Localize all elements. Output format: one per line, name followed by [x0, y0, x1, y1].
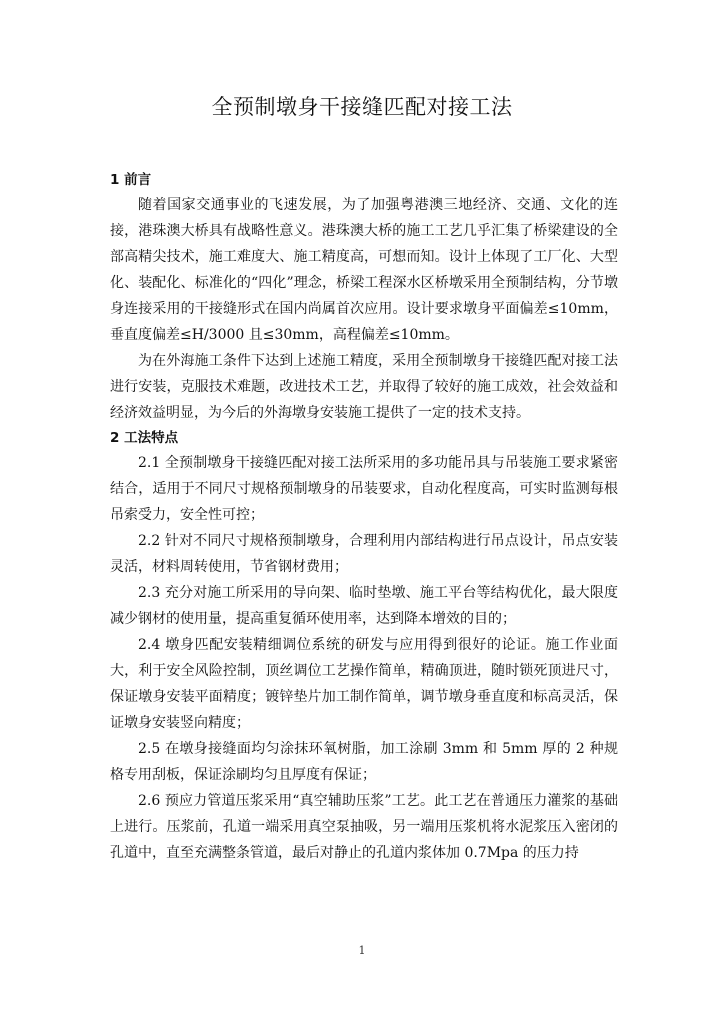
- section-foreword: [110, 168, 618, 426]
- paragraph: 2.2 针对不同尺寸规格预制墩身，合理利用内部结构进行吊点设计，吊点安装灵活，材料周转使用，节省钢材费用；: [110, 533, 618, 575]
- document-title: 全预制墩身干接缝匹配对接工法: [211, 95, 513, 119]
- paragraph: 2.4 墩身匹配安装精细调位系统的研发与应用得到很好的论证。施工作业面大，利于安全风险控制，顶丝调位工艺操作简单，精确顶进，随时锁死顶进尺寸，保证墩身安装平面精度；镀锌垫片加工制作简单，调节墩身垂直度和标高灵活，保证墩身安装竖向精度；: [110, 637, 618, 731]
- paragraph: 为在外海施工条件下达到上述施工精度，采用全预制墩身干接缝匹配对接工法进行安装，克服技术难题，改进技术工艺，并取得了较好的施工成效，社会效益和经济效益明显，为今后的外海墩身安装施工提供了一定的技术支持。: [110, 353, 618, 421]
- section-heading: 2 工法特点: [110, 430, 179, 446]
- paragraph: 2.5 在墩身接缝面均匀涂抹环氧树脂，加工涂刷 3mm 和 5mm 厚的 2 种规格专用刮板，保证涂刷均匀且厚度有保证；: [110, 741, 618, 783]
- section-features: [110, 426, 618, 866]
- paragraph: 随着国家交通事业的飞速发展，为了加强粤港澳三地经济、交通、文化的连接，港珠澳大桥具有战略性意义。港珠澳大桥的施工工艺几乎汇集了桥梁建设的全部高精尖技术，施工难度大、施工精度高，可想而知。设计上体现了工厂化、大型化、装配化、标准化的“四化”理念，桥梁工程深水区桥墩采用全预制结构，分节墩身连接采用的干接缝形式在国内尚属首次应用。设计要求墩身平面偏差≤10mm，垂直度偏差≤H/3000 且≤30mm，高程偏差≤10mm。: [110, 197, 618, 343]
- section-heading: 1 前言: [110, 172, 152, 188]
- paragraph: 2.1 全预制墩身干接缝匹配对接工法所采用的多功能吊具与吊装施工要求紧密结合，适用于不同尺寸规格预制墩身的吊装要求，自动化程度高，可实时监测每根吊索受力，安全性可控；: [110, 455, 618, 523]
- paragraph: 2.3 充分对施工所采用的导向架、临时垫墩、施工平台等结构优化，最大限度减少钢材的使用量，提高重复循环使用率，达到降本增效的目的；: [110, 585, 618, 627]
- page-number: 1: [358, 944, 366, 957]
- document-body: [110, 168, 618, 866]
- paragraph: 2.6 预应力管道压浆采用“真空辅助压浆”工艺。此工艺在普通压力灌浆的基础上进行。压浆前，孔道一端采用真空泵抽吸，另一端用压浆机将水泥浆压入密闭的孔道中，直至充满整条管道，最后对静止的孔道内浆体加 0.7Mpa 的压力持: [110, 793, 618, 861]
